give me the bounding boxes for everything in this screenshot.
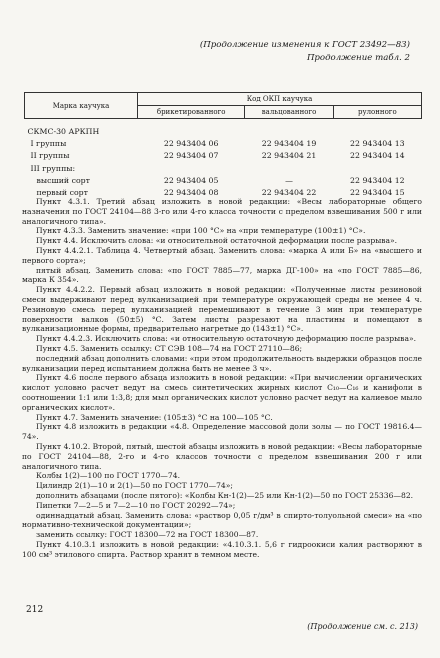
okp-code-table	[24, 92, 422, 198]
col-header-okp: Код ОКП каучука	[138, 93, 422, 106]
subcol-sheet: рулонного	[333, 106, 421, 119]
paragraph: Пункт 4.10.3.1 изложить в новой редакции: «4.10.3.1. 5,6 г гидроокиси калия растворяют в 100 см³ этилового спирта. Раствор хранят в темном месте.	[22, 539, 422, 559]
header-line-2: Продолжение табл. 2	[306, 53, 410, 63]
paragraph: Пункт 4.3.1. Третий абзац изложить в новой редакции: «Весы лабораторные общего назначения по ГОСТ 24104—88 3-го или 4-го класса точности с пределом взвешивания 500 г или аналогичного типа».	[22, 197, 422, 226]
table-row: III группы:	[30, 163, 76, 173]
subcol-rolled: вальцованного	[245, 106, 333, 119]
table-row: высший сорт 22 943404 05 — 22 943404 12	[36, 175, 405, 185]
paragraph: Пункт 4.8 изложить в редакции «4.8. Определение массовой доли золы — по ГОСТ 19816.4—74».	[22, 422, 422, 442]
paragraph: Пункт 4.10.2. Второй, пятый, шестой абзацы изложить в новой редакции: «Весы лабораторные по ГОСТ 24104—88, 2-го и 4-го классов точности с пределом взвешивания 200 г или аналогичного типа.	[22, 441, 422, 471]
header-line-1: (Продолжение изменения к ГОСТ 23492—83)	[199, 40, 410, 50]
subcol-briquetted: брикетированного	[138, 106, 245, 119]
paragraph: Пункт 4.5. Заменить ссылку: СТ СЭВ 108—74 на ГОСТ 27110—86;	[36, 343, 303, 353]
paragraph: Цилиндр 2(1)—10 и 2(1)—50 по ГОСТ 1770—74»;	[36, 481, 233, 491]
page-number: 212	[26, 605, 44, 615]
paragraph: одиннадцатый абзац. Заменить слова: «раствор 0,05 г/дм³ в спирто-толуольной смеси» на «по нормативно-технической документации»;	[22, 510, 422, 530]
paragraph: Колбы 1(2)—100 по ГОСТ 1770—74.	[36, 471, 180, 481]
paragraph: пятый абзац. Заменить слова: «по ГОСТ 7885—77, марка ДГ-100» на «по ГОСТ 7885—86, марка К 354».	[22, 265, 422, 285]
paragraph: последний абзац дополнить словами: «при этом продолжительность выдержки образцов после вулканизации перед испытанием должна быть не менее 3 ч».	[22, 353, 422, 373]
paragraph: Пункт 4.4.2.3. Исключить слова: «и относительную остаточную деформацию после разрыва».	[36, 334, 417, 344]
paragraph: Пипетки 7—2—5 и 7—2—10 по ГОСТ 20292—74»;	[36, 500, 236, 510]
paragraph: Пункт 4.7. Заменить значение: (105±3) °С на 100—105 °С.	[36, 412, 273, 422]
paragraph: Пункт 4.3.3. Заменить значение: «при 100 °С» на «при температуре (100±1) °С».	[36, 226, 366, 236]
continuation-note: (Продолжение см. с. 213)	[307, 622, 418, 631]
table-row: I группы 22 943404 06 22 943404 19 22 943404 13	[30, 139, 405, 149]
table-row: II группы 22 943404 07 22 943404 21 22 943404 14	[30, 151, 405, 161]
paragraph: Пункт 4.4.2.1. Таблица 4. Четвертый абзац. Заменить слова: «марка А или Б» на «высшего и первого сорта»;	[22, 245, 422, 265]
paragraph: заменить ссылку: ГОСТ 18300—72 на ГОСТ 18300—87.	[36, 530, 259, 540]
paragraph: Пункт 4.4.2.2. Первый абзац изложить в новой редакции: «Полученные листы резиновой смеси выдерживают перед вулканизацией при температуре окружающей среды не менее 4 ч. Резиновую смесь перед вулканизацией перемешивают в течение 3 мин при температуре поверхности валков (50±5) °С. Затем листы разрезают на пластины и помещают в вулканизационные формы, предварительно нагретые до (143±1) °С».	[22, 285, 422, 334]
body-text	[22, 197, 422, 559]
paragraph: дополнить абзацами (после пятого): «Колбы Кн-1(2)—25 или Кн-1(2)—50 по ГОСТ 25336—82.	[36, 490, 414, 500]
table-row: СКМС-30 АРКПН	[27, 127, 100, 136]
paragraph: Пункт 4.6 после первого абзаца изложить в новой редакции: «При вычислении органических кислот условно расчет ведут на смесь синтетических жирных кислот С₁₀—С₁₆ и канифоли в соотношении 1:1 или 1:3,8; для мыл органических кислот условно расчет ведут на калиевое мыло органических кислот».	[22, 373, 422, 412]
table-row: первый сорт 22 943404 08 22 943404 22 22 943404 15	[36, 188, 405, 198]
paragraph: Пункт 4.4. Исключить слова: «и относительной остаточной деформации после разрыва».	[36, 236, 398, 246]
col-header-brand: Марка каучука	[25, 93, 138, 119]
